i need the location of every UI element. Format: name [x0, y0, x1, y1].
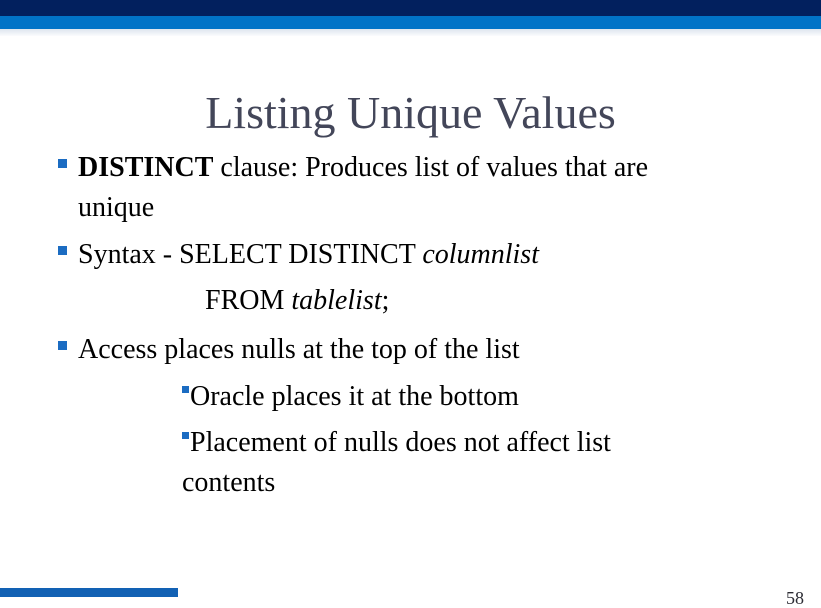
bullet-text-run: Syntax - SELECT DISTINCT — [78, 239, 423, 270]
bullet-text-run: FROM — [205, 285, 292, 316]
square-bullet-icon — [58, 341, 67, 350]
bullet-text-run: Oracle places it at the bottom — [190, 381, 519, 412]
header-shadow-strip — [0, 29, 821, 36]
square-bullet-icon — [58, 159, 67, 168]
bullet-text-run: unique — [78, 192, 155, 223]
bullet-item — [182, 423, 611, 503]
square-sub-bullet-icon — [182, 432, 189, 439]
bullet-text-run: tablelist — [291, 285, 382, 316]
bullet-item — [78, 148, 648, 228]
square-bullet-icon — [58, 246, 67, 255]
footer-accent-strip — [0, 588, 178, 597]
page-number: 58 — [786, 588, 804, 608]
page-title: Listing Unique Values — [205, 86, 616, 138]
bullet-text-run: ; — [381, 285, 390, 316]
bullet-item — [182, 377, 519, 417]
bullet-text-run: Access places nulls at the top of the list — [78, 334, 520, 365]
bullet-continuation-line — [205, 281, 389, 321]
header-accent-bar — [0, 16, 821, 29]
bullet-item — [78, 330, 520, 370]
square-sub-bullet-icon — [182, 386, 189, 393]
header-navy-bar — [0, 0, 821, 16]
bullet-text-run: Placement of nulls does not affect list — [190, 427, 611, 458]
bullet-item — [78, 235, 539, 275]
bullet-text-run: columnlist — [422, 239, 539, 270]
bullet-text-run: DISTINCT — [78, 152, 214, 183]
bullet-text-run: clause: Produces list of values that are — [213, 152, 649, 183]
bullet-text-run: contents — [182, 467, 276, 498]
